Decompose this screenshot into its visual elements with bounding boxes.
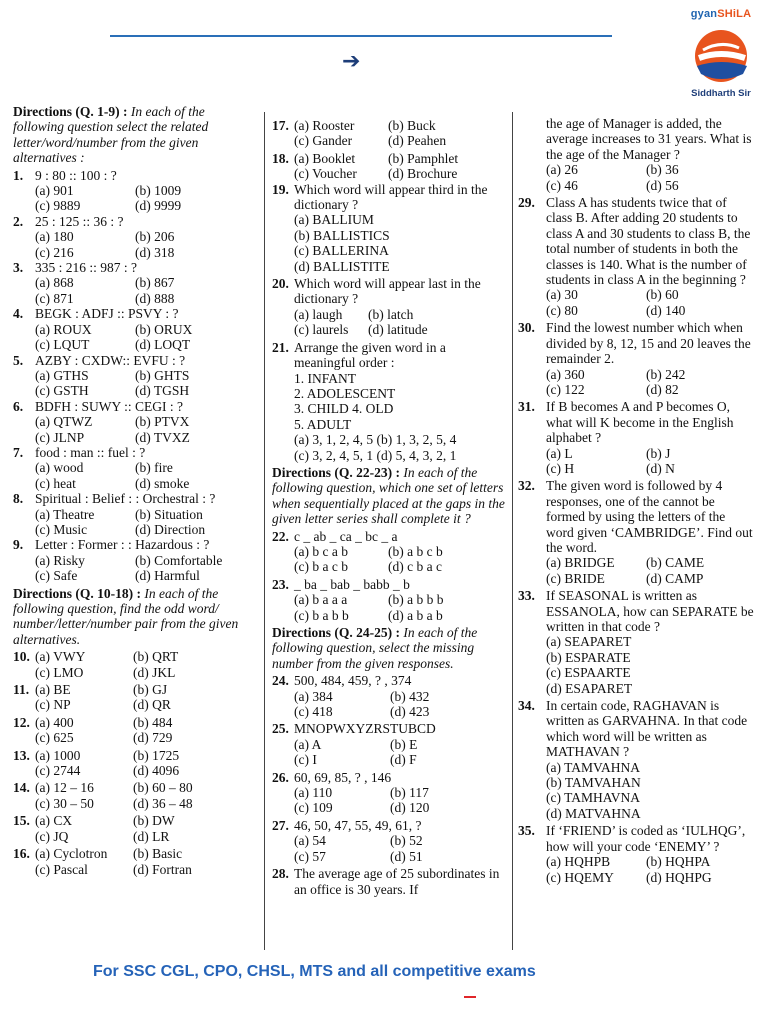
question-22: 22. c _ ab _ ca _ bc _ a (a) b c a b (b) a b c b (c) b a c b (d) c b a c — [272, 528, 443, 575]
question-31: 31. If B becomes A and P becomes O, what will K become in the English alphabet ? (a) L (b) J (c) H (d) N — [518, 399, 734, 476]
question-15: 15. (a) CX (b) DW (c) JQ (d) LR — [13, 813, 175, 844]
question-33: 33. If SEASONAL is written as ESSANOLA, how can SEPARATE be written in that code ? (a) SEAPARET (b) ESPARATE (c) ESPAARTE (d) ESAPARET — [518, 588, 754, 696]
question-30: 30. Find the lowest number which when divided by 8, 12, 15 and 20 leaves the remainder 2. (a) 360 (b) 242 (c) 122 (d) 82 — [518, 320, 751, 397]
question-18: 18. (a) Booklet (b) Pamphlet (c) Voucher (d) Brochure — [272, 150, 459, 182]
question-13: 13. (a) 1000 (b) 1725 (c) 2744 (d) 4096 — [13, 747, 180, 779]
question-17: 17. (a) Rooster (b) Buck (c) Gander (d) Peahen — [272, 118, 447, 149]
question-16: 16. (a) Cyclotron (b) Basic (c) Pascal (d) Fortran — [13, 846, 192, 877]
column-3 — [518, 104, 756, 885]
question-10: 10. (a) VWY (b) QRT (c) LMO (d) JKL — [13, 649, 179, 680]
footer-dash — [464, 996, 476, 998]
question-28-continued: the age of Manager is added, the average increases to 31 years. What is the age of the Manager ? (a) 26 (b) 36 (c) 46 (d) 56 — [546, 116, 752, 193]
question-28: 28. The average age of 25 subordinates in an office is 30 years. If — [272, 866, 500, 897]
question-11: 11. (a) BE (b) GJ (c) NP (d) QR — [13, 682, 171, 713]
question-25: 25. MNOPWXYZRSTUBCD (a) A (b) E (c) I (d) F — [272, 721, 436, 768]
directions-1-9: Directions (Q. 1-9) : In each of the following question select the related letter/word/number from the given alternatives : — [13, 104, 209, 166]
arrow-icon: ➔ — [342, 49, 361, 74]
brand-subtitle: Siddharth Sir — [691, 88, 751, 99]
header-rule — [110, 35, 612, 37]
directions-24-25: Directions (Q. 24-25) : In each of the following question, select the missing number from the given responses. — [272, 625, 478, 671]
question-12: 12. (a) 400 (b) 484 (c) 625 (d) 729 — [13, 714, 173, 746]
question-1: 1. 9 : 80 :: 100 : ? (a) 901 (b) 1009 (c) 9889 (d) 9999 — [13, 167, 182, 214]
question-32: 32. The given word is followed by 4 responses, one of the cannot be formed by using the letters of the word given ‘CAMBRIDGE’. Find out the word. (a) BRIDGE (b) CAME (c) BRIDE (d) CAMP — [518, 478, 753, 586]
column-2 — [272, 104, 508, 897]
directions-22-23: Directions (Q. 22-23) : In each of the following question, which one set of letters when sequentially placed at the gaps in the given letter series shall complete it ? — [272, 464, 505, 527]
column-1 — [13, 104, 257, 877]
brand-block — [676, 8, 766, 99]
question-3: 3. 335 : 216 :: 987 : ? (a) 868 (b) 867 (c) 871 (d) 888 — [13, 260, 175, 306]
question-21: 21. Arrange the given word in a meaningful order : 1. INFANT 2. ADOLESCENT 3. CHILD 4. OLD 5. ADULT (a) 3, 1, 2, 4, 5 (b) 1, 3, 2, 5, 4 (c) 3, 2, 4, 5, 1 (d) 5, 4, 3, 2, 1 — [272, 339, 457, 463]
question-19: 19. Which word will appear third in the dictionary ? (a) BALLIUM (b) BALLISTICS (c) BALLERINA (d) BALLISTITE — [272, 181, 488, 274]
logo-icon — [693, 28, 749, 84]
question-23: 23. _ ba _ bab _ babb _ b (a) b a a a (b) a b b b (c) b a b b (d) a b a b — [272, 576, 444, 623]
brand-name: gyanSHiLA — [690, 8, 752, 20]
directions-10-18: Directions (Q. 10-18) : In each of the following question, find the odd word/ number/letter/number pair from the given alternatives. — [13, 585, 239, 647]
question-5: 5. AZBY : CXDW:: EVFU : ? (a) GTHS (b) GHTS (c) GSTH (d) TGSH — [13, 352, 190, 399]
question-2: 2. 25 : 125 :: 36 : ? (a) 180 (b) 206 (c) 216 (d) 318 — [13, 213, 175, 260]
question-8: 8. Spiritual : Belief : : Orchestral : ? (a) Theatre (b) Situation (c) Music (d) Direction — [13, 491, 216, 537]
question-14: 14. (a) 12 – 16 (b) 60 – 80 (c) 30 – 50 (d) 36 – 48 — [13, 780, 193, 811]
question-35: 35. If ‘FRIEND’ is coded as ‘IULHQG’, how will your code ‘ENEMY’ ? (a) HQHPB (b) HQHPA (c) HQEMY (d) HQHPG — [518, 823, 746, 885]
question-26: 26. 60, 69, 85, ? , 146 (a) 110 (b) 117 (c) 109 (d) 120 — [272, 769, 430, 816]
question-27: 27. 46, 50, 47, 55, 49, 61, ? (a) 54 (b) 52 (c) 57 (d) 51 — [272, 817, 423, 864]
column-divider — [264, 112, 265, 950]
question-7: 7. food : man :: fuel : ? (a) wood (b) fire (c) heat (d) smoke — [13, 444, 190, 491]
question-20: 20. Which word will appear last in the dictionary ? (a) laugh (b) latch (c) laurels (d) latitude — [272, 276, 481, 338]
question-6: 6. BDFH : SUWY :: CEGI : ? (a) QTWZ (b) PTVX (c) JLNP (d) TVXZ — [13, 398, 190, 445]
question-24: 24. 500, 484, 459, ? , 374 (a) 384 (b) 432 (c) 418 (d) 423 — [272, 673, 430, 720]
question-9: 9. Letter : Former : : Hazardous : ? (a) Risky (b) Comfortable (c) Safe (d) Harmful — [13, 537, 223, 584]
footer-text: For SSC CGL, CPO, CHSL, MTS and all competitive exams — [93, 963, 536, 980]
question-34: 34. In certain code, RAGHAVAN is written as GARVAHNA. In that code which word will be written as MATHAVAN ? (a) TAMVAHNA (b) TAMVAHAN (c) TAMHAVNA (d) MATVAHNA — [518, 698, 748, 821]
column-divider — [512, 112, 513, 950]
question-29: 29. Class A has students twice that of class B. After adding 20 students to class A and 30 students to class B, the total number of students in both the classes is 140. What is the number of students in class A in the beginning ? (a) 30 (b) 60 (c) 80 (d) 140 — [518, 195, 751, 318]
question-4: 4. BEGK : ADFJ :: PSVY : ? (a) ROUX (b) ORUX (c) LQUT (d) LOQT — [13, 306, 193, 353]
